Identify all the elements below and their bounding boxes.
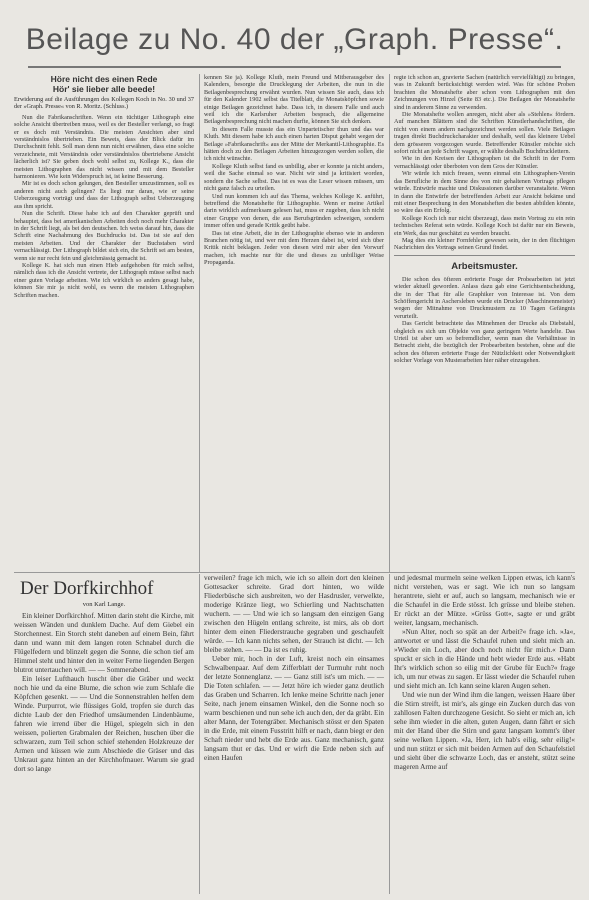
column-rule [389,74,390,572]
column-rule [389,574,390,894]
story-column-2 [204,574,384,894]
paragraph: Ein leiser Lufthauch huscht über die Gräber und weckt noch hie und da eine Blume, die schon wie zum Schlafe die Köpfchen gesenkt. — — Und die Sonnenstrahlen helfen dem Winde. Purpurrot, wie flüssiges Gold, tropfen sie durch das dichte Laub der den Friedhof umsäumenden Lindenbäume, fahren wie irrend über die Hügel, spiegeln sich in den weissen, polierten Grabmalen der Reichen, huschen über die schwarzen, zum Teil schon schief stehenden Holzkreuze der Armen und küssen wie zum Abschiede die Gräser und das Unkraut ganz hinten an der Kirchhofmauer. Warum sie grad dort so lange [14,675,194,773]
paragraph: Die Monatshefte wollen anregen, nicht aber als »Stehlen« fördern. Auf manchen Blättern sind die Schriften Künstlerhandschriften, die nicht von einem andern nachgezeichnet werden sollen. Viele Beilagen tragen direkt Buchdruckcharakter und deshalb, weil das kleinere Uebel dem grösseren vorgezogen wurde. Betreffender Künstler möchte sich sofort nicht an jede Schrift wagen, er wählte deshalb Buchdrucklettern. [394,111,575,156]
article-subtitle: Erwiderung auf die Ausführungen des Kollegen Koch in No. 30 und 37 der »Graph. Presse« von R. Moritz. (Schluss.) [14,96,194,111]
article-column-2 [204,74,384,572]
story-column-3 [394,574,575,894]
story-byline: von Karl Lange. [82,601,126,608]
paragraph: »Nun Alter, noch so spät an der Arbeit?« frage ich. »Ja«, antwortet er und lässt die Schaufel ruhen und sieht mich an. »Wieder ein Loch, aber doch noch nicht für mich.« Dann spuckt er sich in die Hände und hebt wieder Erde aus. »Habt Ihr's wirklich schon so eilig mit der Grube für Euch?« frage ich, um nur etwas zu sagen. Er lässt wieder die Schaufel ruhen und sieht mich an. Ich kann seine klaren Augen sehen. [394,628,575,690]
paragraph: Die schon des öfteren erörterte Frage der Probearbeiten ist jetzt wieder aktuell geworden. Anlass dazu gab eine Gerichtsentscheidung, die in der That für alle Graphiker von Interesse ist. Von dem Schöffengericht in Aschersleben wurde ein Drucker (Maschinenmeister) wegen der Mitnahme von Druckmustern zu 10 Tagen Gefängnis verurteilt. [394,275,575,320]
article-heading-line-1: Höre nicht des einen Rede [50,74,158,84]
paragraph: Wir würde ich mich freuen, wenn einmal ein Lithographen-Verein das Berufliche in dem Sinne des von mir gehaltenen Vortrags pflegen würde. Entwürfe machte und Diskussionen darüber veranstaltete. Wenn in dann die Entwürfe der betreffenden Arbeit zur Ansicht bekäme und mit einer Besprechung in den Monatsheften die besten abbilden könnte, so wäre das ein Erfolg. [394,170,575,215]
column-rule [199,74,200,572]
lower-section [14,574,575,894]
section-rule [394,255,575,256]
paragraph: Wie in den Kreisen der Lithographen ist die Schrift in der Form vernachlässigt oder überboten von dem Gros der Künstler. [394,155,575,170]
paragraph: Mag dies ein kleiner Fornfehler gewesen sein, der in den flüchtigen Nachrichten des Vortrags seinen Grund findet. [394,236,575,252]
paragraph: Kollege Kluth selbst fand es unbillig, aber er konnte ja nicht anders, weil die Sache einmal so war. Nicht wir sind ja kritisiert worden, sondern die Sache selbst. Das ist es was die Leser wissen müssen, um nicht ganz falsch zu urteilen. [204,162,384,193]
article-column-3 [394,74,575,572]
paragraph: Nun die Fabrikanschriften. Wenn ein tüchtiger Lithograph eine solche Ansicht übertreiben muss, weil es der Besteller verlangt, so fragt er es doch mit Verständnis. Die meisten Ansichten aber sind verständnislos übertrieben. Ein Beweis, dass der Blick dafür im Durchschnitt fehlt. Soll man denn nun nicht erwähnen, dass eine solche verzeichnete, mit Verständnis oder verständnislos übertriebene Ansicht lächerlich ist? Sie geben doch wohl selbst zu, Kollege K., dass die meisten Lithographen das nicht wissen und mit dem Besteller harmonieren. Wie kein Widerspruch ist, ist keine Besserung. [14,113,194,181]
paragraph: Kollege Koch ich nur nicht überzeugt, dass mein Vortrag zu ein rein technisches Referat sein würde. Kollege Koch ist dafür nur ein Beweis, ein Werk, das nur geschätzt zu werden braucht. [394,214,575,237]
column-rule [199,574,200,894]
paragraph: Ein kleiner Dorfkirchhof. Mitten darin steht die Kirche, mit weissen Wänden und dunklem Dache. Auf dem Giebel ein Storchennest. Ein Storch steht daneben auf einem Bein, fährt dann und wann mit dem langen roten Schnabel durch die Flügelfedern und blinzelt gegen die Sonne, die schon tief am Himmel steht und hinter den in weiter Ferne liegenden Bergen blutrot untertauchen will. — — Sommerabend. [14,612,194,674]
masthead-rule [28,66,561,68]
section-divider [14,572,575,573]
paragraph: Kollege K. hat sich nun einen Hieb aufgehoben für mich selbst, nämlich dass ich die Ansicht vertrete, der Lithograph müsse selbst nach einer guten Vorlage arbeiten. Wie ich wirklich so anders gesagt habe, können Sie mir ja nicht wohl, es wenn die meisten Lithographen Schriften machen. [14,261,194,299]
paragraph: Nun die Schrift. Diese habe ich auf den Charakter geprüft und behauptet, dass bei amerikanischen Arbeiten doch noch mehr Charakter in der Schrift liegt, als bei den deutschen. Ich weiss darauf hin, dass die Schrift eine Nachahmung des Buchdrucks ist. Das ist sie auf den meisten Arbeiten. Und der Charakter der Buchstaben wird vernachlässigt. Der Lithograph bildet sich ein, die Schrift sei am besten, wenn sie nur recht fein und gleichmässig gemacht ist. [14,210,194,262]
paragraph: Ueber mir, hoch in der Luft, kreist noch ein einsames Schwalbenpaar. Auf dem Zifferblatt der Turmuhr ruht noch der letzte Sonnenglanz. — — Ganz still ist's um mich. — — Die Toten schlafen. — — Jetzt höre ich wieder ganz deutlich das Graben und Scharren. Ich lenke meine Schritte nach jener Seite, nach jenem einsamen Winkel, den die Sonne noch so warm beschienen und nun sehe ich auch den, der da gräbt. Ein alter Mann, der Totengräber. Mechanisch stösst er den Spaten in die Erde, mit einem Fusstritt hilft er nach, dann biegt er den Schaft nieder und hebt die Erde aus. Ganz mechanisch, ganz langsam thut er das. Und er wirft die Erde neben sich auf einen Haufen [204,655,384,762]
article-column-1 [14,74,194,572]
paragraph: In diesem Falle musste das ein Unparteiischer thun und das war Kluth. Mit diesem habe ich auch einen harten Disput gehabt wegen der Beilage »Fabrikanschrift« aus der Mitte der Merkantil-Lithographie. Es hätten doch zu den Beilagen Arbeiten hinzugezogen werden sollen, die ich nicht wünschte. [204,125,384,163]
paragraph: Das Gericht betrachtete das Mitnehmen der Drucke als Diebstahl, obgleich es sich um Objekte von ganz geringem Werte handelte. Das Urteil ist aber um so befremdlicher, wenn man die Verhältnisse in Betracht zieht, die bezüglich der Probearbeiten bestehen, ohne auf die schon des öfteren erörterte Frage der Nützlichkeit oder Notwendigkeit solcher Vorlage von Musterarbeiten hier näher einzugehen. [394,320,575,365]
paragraph: Und nun kommen ich auf das Thema, welches Kollege K. anführt, betreffend die Monatshefte für Lithographie. Wenn er meine Artikel darin wirklich aufmerksam gelesen hat, muss er zugeben, dass ich nicht einer Gruppe von denen, die aus Berufsgründen schweigen, sondern immer offen und gerade Kritik geübt habe. [204,192,384,230]
upper-section [14,74,575,572]
paragraph: regte ich schon an, gravierte Sachen (natürlich vervielfältigt) zu bringen, was in Zukunft berücksichtigt werden wird. Was für schöne Proben brachten die Monatshefte aber schon vom Lithographen mit den Zeichnungen von Hirzel (Seite 83 etc.). Die Beilagen der Monatshefte sind in anderem Sinne zu verwenden. [394,74,575,111]
paragraph: kennen Sie ja). Kollege Kluth, mein Freund und Mitberausgeber des Kalenders, besorgte die Drucklegung der Arbeiten, die nun in die Beilagenbesprechung erwähnt wurden. Nun wissen Sie auch, dass ich für den Kalender 1902 selbst das Titelblatt, die Monatsköpfchen sowie einige Beilagen gezeichnet habe. Dass ich, in diesem Falle und auch weil ich die Karlsruher Arbeiten besprach, die allgemeine Beilagenbesprechung nicht machen durfte, können Sie sich denken. [204,74,384,126]
section-title-arbeitsmuster: Arbeitsmuster. [451,260,518,272]
article-heading-line-2: Hör' sie lieber alle beede! [52,84,156,94]
paragraph: und jedesmal murmeln seine welken Lippen etwas, ich kann's nicht verstehen, was er sagt. Wie ich nun so langsam herantrete, sieht er auf, auch so langsam, mechanisch wie er die Schaufel in die Erde stösst. Ich grüsse und bleibe stehen. Er rückt an der Mütze. »Grüss Gott«, sagte er und gräbt weiter, langsam, mechanisch. [394,574,575,627]
paragraph: Und wie nun der Wind ihm die langen, weissen Haare über die Stirn streift, ist mir's, als ginge ein Zucken durch das von zahllosen Falten durchzogene Gesicht. So sieht er mich an, ich sehe ihm wieder in die alten, guten Augen, dann fährt er sich mit der Hand über die Stirn und ganz langsam kommt's über seine welken Lippen. »Ja, Herr, ich hab's eilig, sehr eilig!« und nun stützt er sich mit beiden Armen auf den Schaufelstiel und sieht über die schwarze Loch, das er ansteht, stützt seine mageren Arme auf [394,691,575,771]
paragraph: Das ist eine Arbeit, die in der Lithographie ebenso wie in anderen Branchen nötig ist, und wer mit dem Herzen dabei ist, wird sich über Kritik nicht beklagen. Jeder von diesen wird mir aber den Vorwurf machen, ich machte nur für die und dieses zu unbilliger Weise Propaganda. [204,229,384,267]
masthead-title: Beilage zu No. 40 der „Graph. Presse“. [25,23,564,56]
paragraph: Mir ist es doch schon gelungen, den Besteller umzustimmen, soll es anderen nicht auch gelingen? Es liegt nur daran, wie er seine Ueberzeugung vorträgt und dass der Lithograph selbst Ueberzeugung aus ihm spricht. [14,180,194,210]
paragraph: verweilen? frage ich mich, wie ich so allein dort den kleinen Gottesacker schreite. Grad dort hinten, wo wilde Fliederbüsche sich ausbreiten, wo der Hasdrusler, verwelkte, moderige Kränze liegt, wo Schierling und Nachtschatten wuchern. — — Und wie ich so langsam den einzigen Gang zwischen den Hügeln entlang schreite, ist mirs, als ob dort hinter dem einen Fliederstrauche gegraben und geschaufelt würde. — Ich kann nichts sehen, der Strauch ist dicht. — Ich bleibe stehen. — — Da ist es ruhig. [204,574,384,654]
story-column-1 [14,574,194,894]
story-title: Der Dorfkirchhof [20,578,154,599]
